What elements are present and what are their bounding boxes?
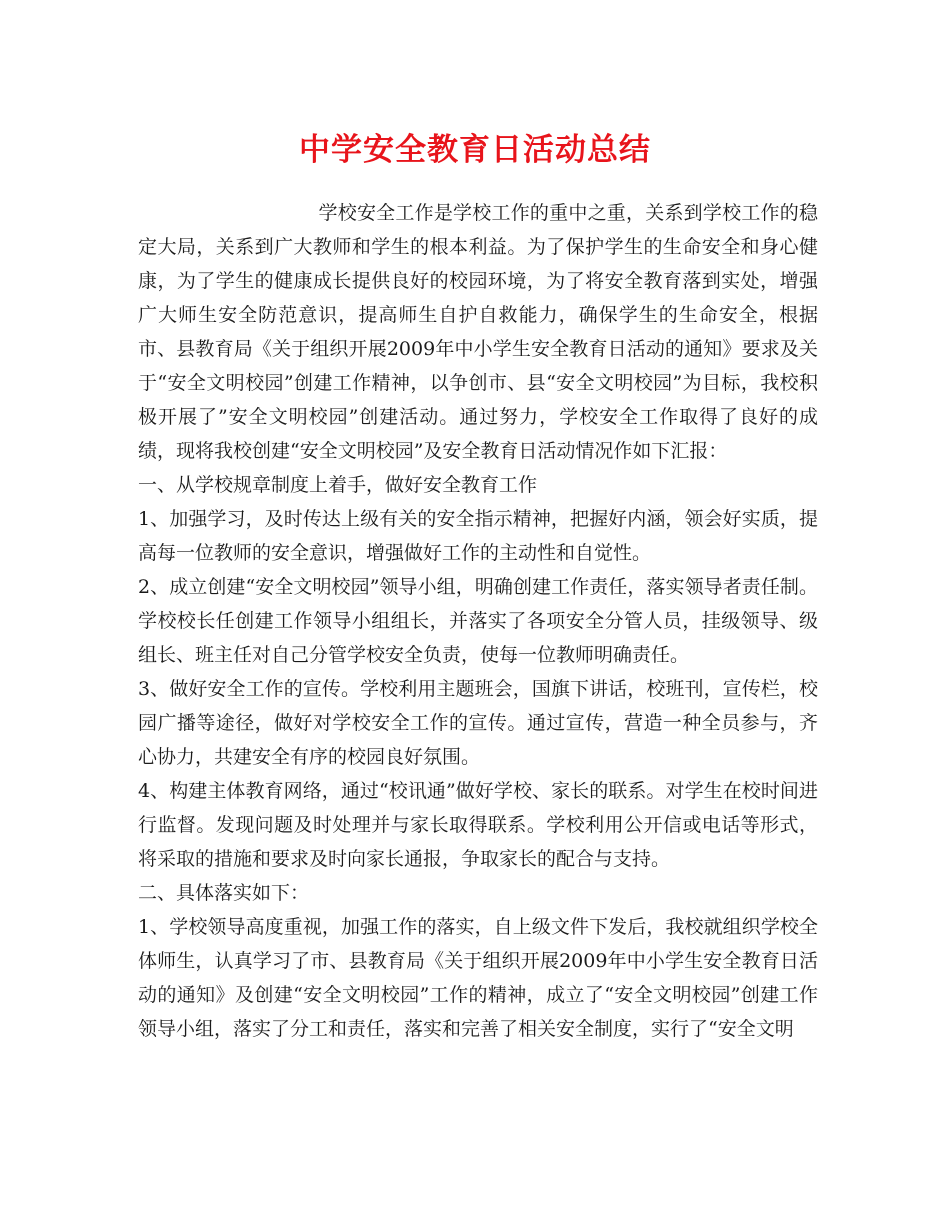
section-1-item-2: 2、成立创建“安全文明校园”领导小组，明确创建工作责任，落实领导者责任制。学校校长任创建工作领导小组组长，并落实了各项安全分管人员，挂级领导、级组长、班主任对自己分管学校安全负责，使每一位教师明确责任。 — [138, 576, 818, 666]
section-2-item-1: 1、学校领导高度重视，加强工作的落实，自上级文件下发后，我校就组织学校全体师生，认真学习了市、县教育局《关于组织开展2009年中小学生安全教育日活动的通知》及创建“安全文明校园”工作的精神，成立了“安全文明校园”创建工作领导小组，落实了分工和责任，落实和完善了相关安全制度，实行了“安全文明 — [138, 916, 818, 1040]
section-heading-1: 一、从学校规章制度上着手，做好安全教育工作 — [138, 474, 538, 496]
section-1-item-1: 1、加强学习，及时传达上级有关的安全指示精神，把握好内涵，领会好实质，提高每一位教师的安全意识，增强做好工作的主动性和自觉性。 — [138, 508, 818, 564]
section-heading-2: 二、具体落实如下： — [138, 882, 310, 904]
document-body — [138, 196, 818, 1046]
section-1-item-3: 3、做好安全工作的宣传。学校利用主题班会，国旗下讲话，校班刊，宣传栏，校园广播等途径，做好对学校安全工作的宣传。通过宣传，营造一种全员参与，齐心协力，共建安全有序的校园良好氛围。 — [138, 678, 818, 768]
intro-paragraph: 学校安全工作是学校工作的重中之重，关系到学校工作的稳定大局，关系到广大教师和学生的根本利益。为了保护学生的生命安全和身心健康，为了学生的健康成长提供良好的校园环境，为了将安全教育落到实处，增强广大师生安全防范意识，提高师生自护自救能力，确保学生的生命安全，根据市、县教育局《关于组织开展2009年中小学生安全教育日活动的通知》要求及关于“安全文明校园”创建工作精神，以争创市、县“安全文明校园”为目标，我校积极开展了”安全文明校园”创建活动。通过努力，学校安全工作取得了良好的成绩，现将我校创建“安全文明校园”及安全教育日活动情况作如下汇报： — [138, 202, 818, 462]
document-title: 中学安全教育日活动总结 — [299, 132, 651, 168]
section-1-item-4: 4、构建主体教育网络，通过“校讯通”做好学校、家长的联系。对学生在校时间进行监督。发现问题及时处理并与家长取得联系。学校利用公开信或电话等形式，将采取的措施和要求及时向家长通报，争取家长的配合与支持。 — [138, 780, 818, 870]
